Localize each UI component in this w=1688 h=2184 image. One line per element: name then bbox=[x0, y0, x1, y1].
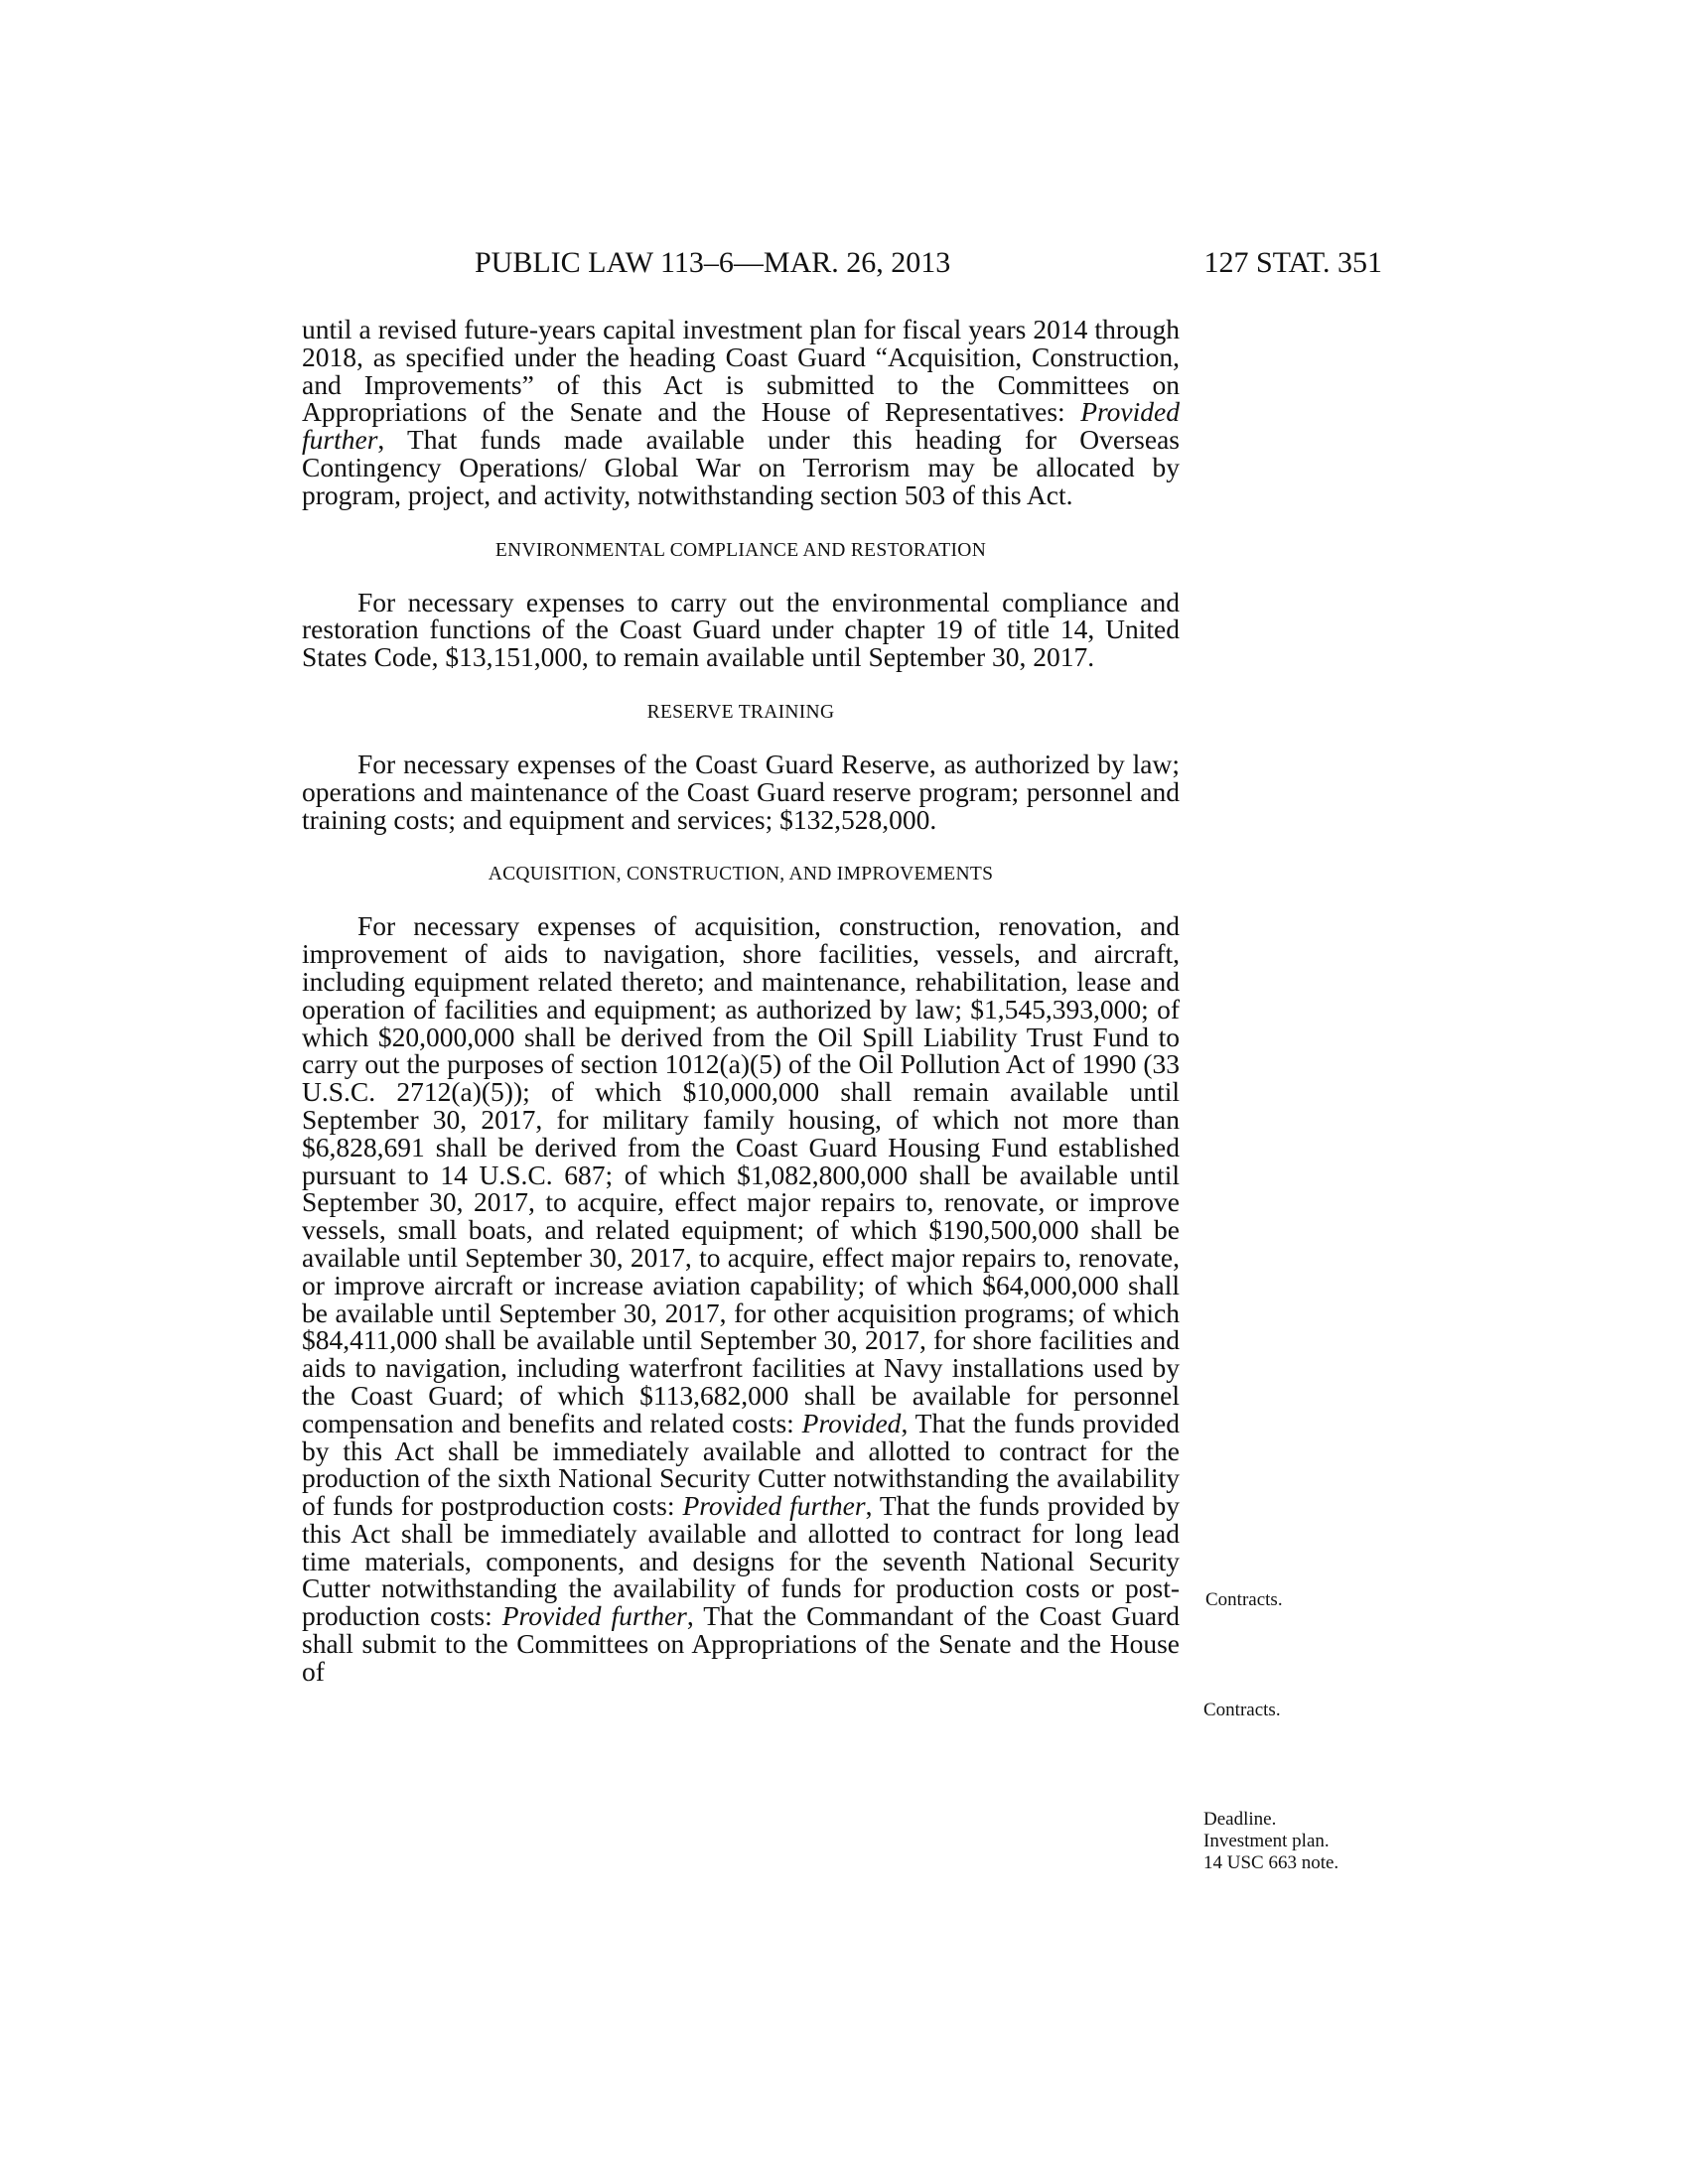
page-number: 127 STAT. 351 bbox=[1203, 246, 1382, 279]
main-text bbox=[302, 316, 1180, 1686]
provided-further-italic: Provided further bbox=[682, 1490, 866, 1522]
intro-paragraph: until a revised future-years capital investment plan for fiscal years 2014 through 2018, as specified under the heading Coast Guard “Acquisition, Construction, and Improvements” of this Act is submitted to the Committees on Appropriations of the Senate and the House of Representatives: Provided further, That funds made available under this heading for Overseas Contingency Operations/ Global War on Terrorism may be allocated by program, project, and activity, notwithstanding section 503 of this Act. bbox=[302, 314, 1180, 510]
page-header bbox=[298, 246, 1382, 290]
law-title: PUBLIC LAW 113–6—MAR. 26, 2013 bbox=[475, 246, 951, 279]
provided-further-italic: Provided further bbox=[501, 1600, 687, 1632]
acquisition-paragraph: For necessary expenses of acquisition, construction, renovation, and improvement of aids to navigation, shore facilities, vessels, and aircraft, including equipment related thereto; and maintenance, rehabilitation, lease and operation of facilities and equipment; as authorized by law; $1,545,393,000; of which $20,000,000 shall be derived from the Oil Spill Liability Trust Fund to carry out the purposes of section 1012(a)(5) of the Oil Pollution Act of 1990 (33 U.S.C. 2712(a)(5)); of which $10,000,000 shall remain available until September 30, 2017, for military family housing, of which not more than $6,828,691 shall be derived from the Coast Guard Housing Fund established pursuant to 14 U.S.C. 687; of which $1,082,800,000 shall be available until September 30, 2017, to acquire, effect major repairs to, renovate, or improve vessels, small boats, and related equipment; of which $190,500,000 shall be available until September 30, 2017, to acquire, effect major repairs to, renovate, or improve aircraft or increase aviation capability; of which $64,000,000 shall be available until September 30, 2017, for other acquisition programs; of which $84,411,000 shall be available until September 30, 2017, for shore facilities and aids to navigation, including waterfront facilities at Navy installations used by the Coast Guard; of which $113,682,000 shall be available for personnel compensation and benefits and related costs: Provided, That the funds provided by this Act shall be immediately available and allotted to contract for the production of the sixth National Security Cutter notwithstanding the availability of funds for postproduction costs: Provided further, That the funds provided by this Act shall be immediately available and allotted to contract for long lead time materials, components, and designs for the seventh National Security Cutter notwithstanding the availability of funds for production costs or post-production costs: Provided further, That the Commandant of the Coast Guard shall submit to the Committees on Appropriations of the Senate and the House of bbox=[302, 910, 1181, 1687]
margin-note-contracts: Contracts. bbox=[1203, 1700, 1281, 1720]
provided-further-italic: Provided further bbox=[302, 396, 1180, 456]
provided-italic: Provided bbox=[801, 1407, 902, 1438]
reserve-paragraph: For necessary expenses of the Coast Guard Reserve, as authorized by law; operations and maintenance of the Coast Guard reserve program; personnel and training costs; and equipment and services; $132,528,000. bbox=[302, 748, 1180, 835]
margin-note-deadline: Deadline. bbox=[1203, 1809, 1277, 1830]
heading-reserve-training: RESERVE TRAINING bbox=[646, 701, 835, 723]
environmental-paragraph: For necessary expenses to carry out the environmental compliance and restoration functions of the Coast Guard under chapter 19 of title 14, United States Code, $13,151,000, to remain available until September 30, 2017. bbox=[302, 586, 1180, 673]
heading-acquisition: ACQUISITION, CONSTRUCTION, AND IMPROVEMENTS bbox=[488, 864, 994, 886]
margin-note-contracts: Contracts. bbox=[1205, 1589, 1283, 1610]
margin-note-usc: 14 USC 663 note. bbox=[1203, 1852, 1339, 1873]
margin-note-investment-plan: Investment plan. bbox=[1203, 1831, 1330, 1851]
heading-environmental: ENVIRONMENTAL COMPLIANCE AND RESTORATION bbox=[494, 539, 987, 561]
